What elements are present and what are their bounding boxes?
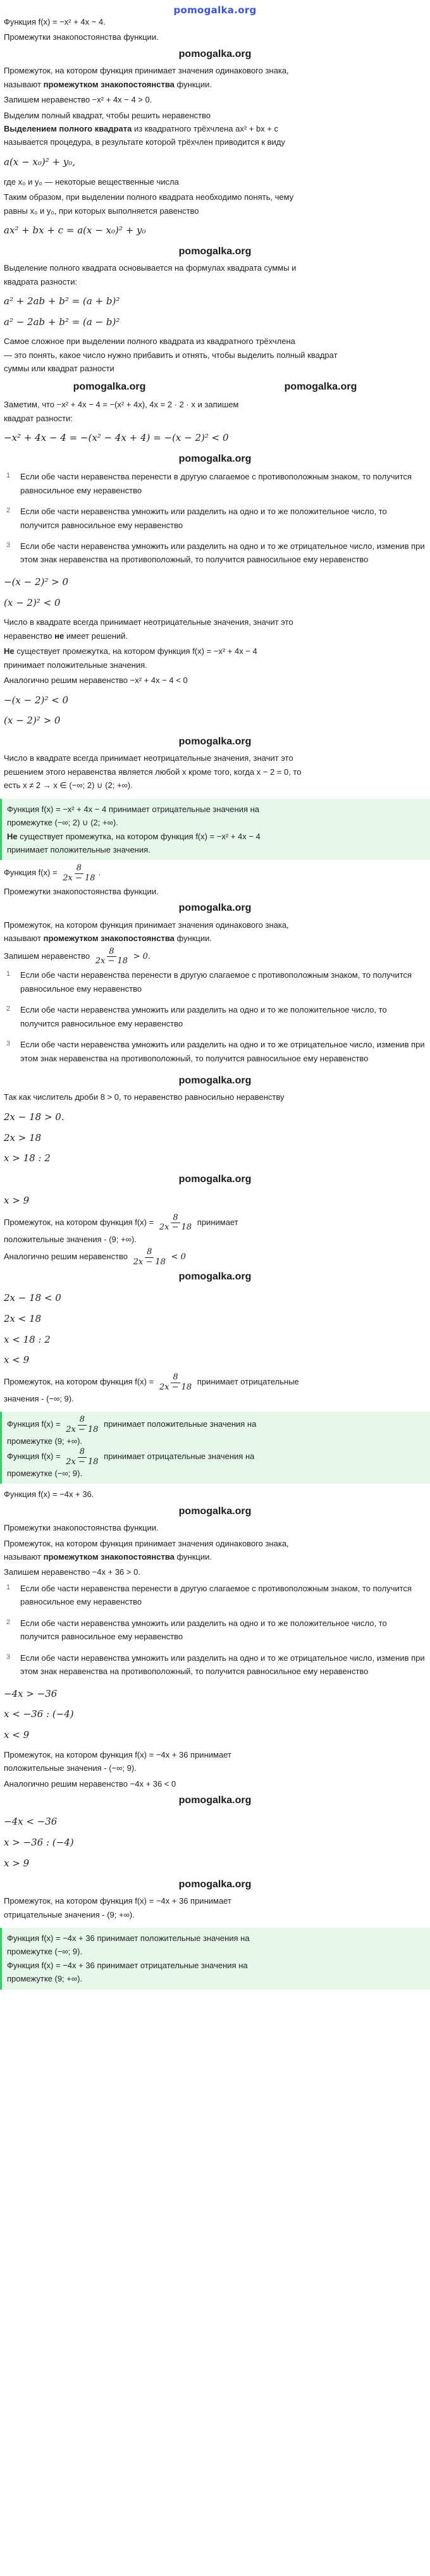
fraction: $\frac{8}{2x - 18}$: [159, 1213, 192, 1233]
problem1-similar: Аналогично решим неравенство −x² + 4x − 4 < 0: [4, 675, 188, 686]
problem1-transform: −x² + 4x − 4 = −(x² − 4x + 4) = −(x − 2)² < 0: [4, 432, 229, 444]
problem2-positive: Промежуток, на котором функция f(x) = $\frac{8}{2x - 18}$ принимает положительные значения - (9; +∞).: [4, 1213, 238, 1244]
problem3-heading: Функция f(x) = −4x + 36.: [4, 1489, 94, 1500]
fraction: $\frac{8}{2x - 18}$: [159, 1372, 192, 1392]
fraction: $\frac{8}{2x - 18}$: [95, 946, 128, 966]
rules-list: [4, 1582, 426, 1679]
watermark: pomogalka.org: [178, 1075, 252, 1086]
rule-item: 3 Если обе части неравенства умножить или разделить на одно и то же отрицательное число, изменив при этом знак неравенства на противоположный, то получится равносильное ему неравенство: [6, 1653, 425, 1677]
rule-item: 1 Если обе части неравенства перенести в другую слагаемое с противоположным знаком, то получится равносильное ему неравенство: [6, 472, 412, 495]
problem3-definition: Промежуток, на котором функция принимает значения одинакового знака, называют промежутком знакопостоянства функции.: [4, 1538, 289, 1562]
fraction: $\frac{8}{2x - 18}$: [66, 1447, 99, 1467]
problem1-form2: ax² + bx + c = a(x − x₀)² + y₀: [4, 224, 146, 236]
problem1-form-text: Таким образом, при выделении полного квадрата необходимо понять, чему равны x₀ и y₀, при которых выполняется равенство: [4, 192, 294, 216]
site-header: [0, 0, 430, 14]
problem2-step: x > 9: [4, 1195, 30, 1207]
problem1-any: Число в квадрате всегда принимает неотрицательные значения, значит это решением этого неравенства является любой x кроме того, когда x − 2 = 0, то есть x ≠ 2 → x ∈ (−∞; 2) ∪ (2; +∞).: [4, 753, 302, 791]
problem3-positive: Промежуток, на котором функция f(x) = −4x + 36 принимает положительные значения - (−∞; 9).: [4, 1749, 231, 1773]
rules-list: [4, 968, 426, 1065]
problem2-answer-callout: Функция f(x) = $\frac{8}{2x - 18}$ принимает положительные значения на промежутке (9; +∞). Функция f(x) = $\frac{8}{2x - 18}$ принимает отрицательные значения на промежутке (−∞; 9).: [0, 1412, 430, 1484]
problem2-section: Промежутки знакопостоянства функции.: [4, 887, 159, 897]
problem2-step: x < 18 : 2: [4, 1333, 51, 1345]
problem2-step: 2x − 18 < 0: [4, 1292, 61, 1304]
formula-square-sum: a² + 2ab + b² = (a + b)²: [4, 295, 120, 307]
problem3-step: −4x < −36: [4, 1816, 58, 1828]
rule-item: 3 Если обе части неравенства умножить или разделить на одно и то же отрицательное число, изменив при этом знак неравенства на противоположный, то получится равносильное ему неравенство: [6, 1040, 425, 1063]
problem1-definition: Промежуток, на котором функция принимает значения одинакового знака, называют промежутком знакопостоянства функции.: [4, 66, 289, 89]
problem1-step-c: −(x − 2)² < 0: [4, 694, 69, 706]
problem3-write-inequality: Запишем неравенство −4x + 36 > 0.: [4, 1567, 140, 1577]
problem3-step: −4x > −36: [4, 1687, 58, 1699]
problem1-write-inequality: Запишем неравенство −x² + 4x − 4 > 0.: [4, 95, 152, 105]
problem1-step-b: (x − 2)² < 0: [4, 596, 61, 608]
site-logo[interactable]: pomogalka.org: [173, 4, 257, 16]
problem1-square-fact: Число в квадрате всегда принимает неотрицательные значения, значит это неравенство не имеет решений.: [4, 617, 293, 641]
problem2-write-inequality: Запишем неравенство $\frac{8}{2x - 18}$ > 0.: [4, 946, 151, 966]
rule-item: 1 Если обе части неравенства перенести в другую слагаемое с противоположным знаком, то получится равносильное ему неравенство: [6, 1583, 412, 1607]
problem3-negative: Промежуток, на котором функция f(x) = −4x + 36 принимает отрицательные значения - (9; +∞).: [4, 1896, 231, 1920]
problem2-step: x < 9: [4, 1354, 30, 1366]
problem1-hard-text: Самое сложное при выделении полного квадрата из квадратного трёхчлена — это понять, какое число нужно прибавить и отнять, чтобы выделить полный квадрат суммы или квадрат разности: [4, 336, 338, 374]
problem2-negative: Промежуток, на котором функция f(x) = $\frac{8}{2x - 18}$ принимает отрицательные значения - (−∞; 9).: [4, 1372, 299, 1403]
watermark: pomogalka.org: [178, 1795, 252, 1806]
article: [0, 14, 430, 1990]
problem1-square-intro: Выделим полный квадрат, чтобы решить неравенство Выделением полного квадрата из квадратного трёхчлена ax² + bx + c называется процедура, в результате которой трёхчлен приводится к виду: [4, 110, 285, 147]
problem2-step: 2x − 18 > 0.: [4, 1111, 64, 1123]
problem3-answer-callout: Функция f(x) = −4x + 36 принимает положительные значения на промежутке (−∞; 9). Функция f(x) = −4x + 36 принимает отрицательные значения на промежутке (9; +∞).: [0, 1928, 430, 1990]
problem1-step-a: −(x − 2)² > 0: [4, 576, 69, 588]
problem2-definition: Промежуток, на котором функция принимает значения одинакового знака, называют промежутком знакопостоянства функции.: [4, 920, 289, 944]
watermark: pomogalka.org: [178, 48, 252, 59]
fraction: $\frac{8}{2x - 18}$: [63, 863, 95, 883]
watermark-row: pomogalka.org pomogalka.org: [73, 381, 357, 392]
problem3-section: Промежутки знакопостоянства функции.: [4, 1523, 159, 1533]
rule-item: 2 Если обе части неравенства умножить или разделить на одно и то же положительное число, то получится равносильное ему неравенство: [6, 507, 387, 530]
problem3-step: x > −36 : (−4): [4, 1837, 74, 1849]
watermark: pomogalka.org: [178, 903, 252, 914]
problem2-step: 2x < 18: [4, 1312, 42, 1324]
fraction: $\frac{8}{2x - 18}$: [66, 1415, 99, 1434]
problem1-form1: a(x − x₀)² + y₀,: [4, 156, 76, 168]
watermark: pomogalka.org: [178, 1271, 252, 1282]
problem3-step: x < −36 : (−4): [4, 1708, 74, 1720]
problem3-step: x < 9: [4, 1729, 30, 1741]
fraction: $\frac{8}{2x - 18}$: [133, 1247, 166, 1267]
problem1-no-interval: Не существует промежутка, на котором функция f(x) = −x² + 4x − 4 принимает положительные значения.: [4, 646, 257, 670]
problem2-step: x > 18 : 2: [4, 1152, 51, 1164]
watermark: pomogalka.org: [178, 1505, 252, 1517]
problem1-formulas-text: Выделение полного квадрата основывается на формулах квадрата суммы и квадрата разности:: [4, 263, 297, 287]
problem1-section: Промежутки знакопостоянства функции.: [4, 32, 159, 42]
problem1-step-d: (x − 2)² > 0: [4, 715, 61, 727]
problem3-similar: Аналогично решим неравенство −4x + 36 < 0: [4, 1778, 176, 1789]
problem3-step: x > 9: [4, 1857, 30, 1869]
rule-item: 2 Если обе части неравенства умножить или разделить на одно и то же положительное число, то получится равносильное ему неравенство: [6, 1618, 387, 1642]
rule-item: 1 Если обе части неравенства перенести в другую слагаемое с противоположным знаком, то получится равносильное ему неравенство: [6, 970, 412, 994]
watermark: pomogalka.org: [178, 736, 252, 747]
problem1-note: Заметим, что −x² + 4x − 4 = −(x² + 4x), 4x = 2 · 2 · x и запишем квадрат разности:: [4, 400, 239, 423]
watermark: pomogalka.org: [178, 1878, 252, 1890]
problem2-heading: Функция f(x) = $\frac{8}{2x - 18}$ .: [4, 863, 101, 883]
watermark: pomogalka.org: [178, 453, 252, 464]
problem1-heading: Функция f(x) = −x² + 4x − 4.: [4, 17, 106, 27]
rule-item: 3 Если обе части неравенства умножить или разделить на одно и то же отрицательное число, изменив при этом знак неравенства на противоположный, то получится равносильное ему неравенство: [6, 541, 425, 565]
problem2-similar: Аналогично решим неравенство $\frac{8}{2x - 18}$ < 0: [4, 1247, 186, 1267]
problem2-step: 2x > 18: [4, 1131, 42, 1143]
rule-item: 2 Если обе части неравенства умножить или разделить на одно и то же положительное число, то получится равносильное ему неравенство: [6, 1005, 387, 1028]
watermark: pomogalka.org: [178, 1174, 252, 1185]
formula-square-diff: a² − 2ab + b² = (a − b)²: [4, 316, 120, 328]
problem2-since: Так как числитель дроби 8 > 0, то неравенство равносильно неравенству: [4, 1092, 285, 1102]
rules-list: [4, 470, 426, 567]
watermark: pomogalka.org: [178, 245, 252, 257]
problem1-answer-callout: Функция f(x) = −x² + 4x − 4 принимает отрицательные значения на промежутке (−∞; 2) ∪ (2; +∞). Не существует промежутка, на котором функция f(x) = −x² + 4x − 4 принимает положительные значения.: [0, 799, 430, 861]
problem1-form-where: где x₀ и y₀ — некоторые вещественные числа: [4, 176, 179, 187]
